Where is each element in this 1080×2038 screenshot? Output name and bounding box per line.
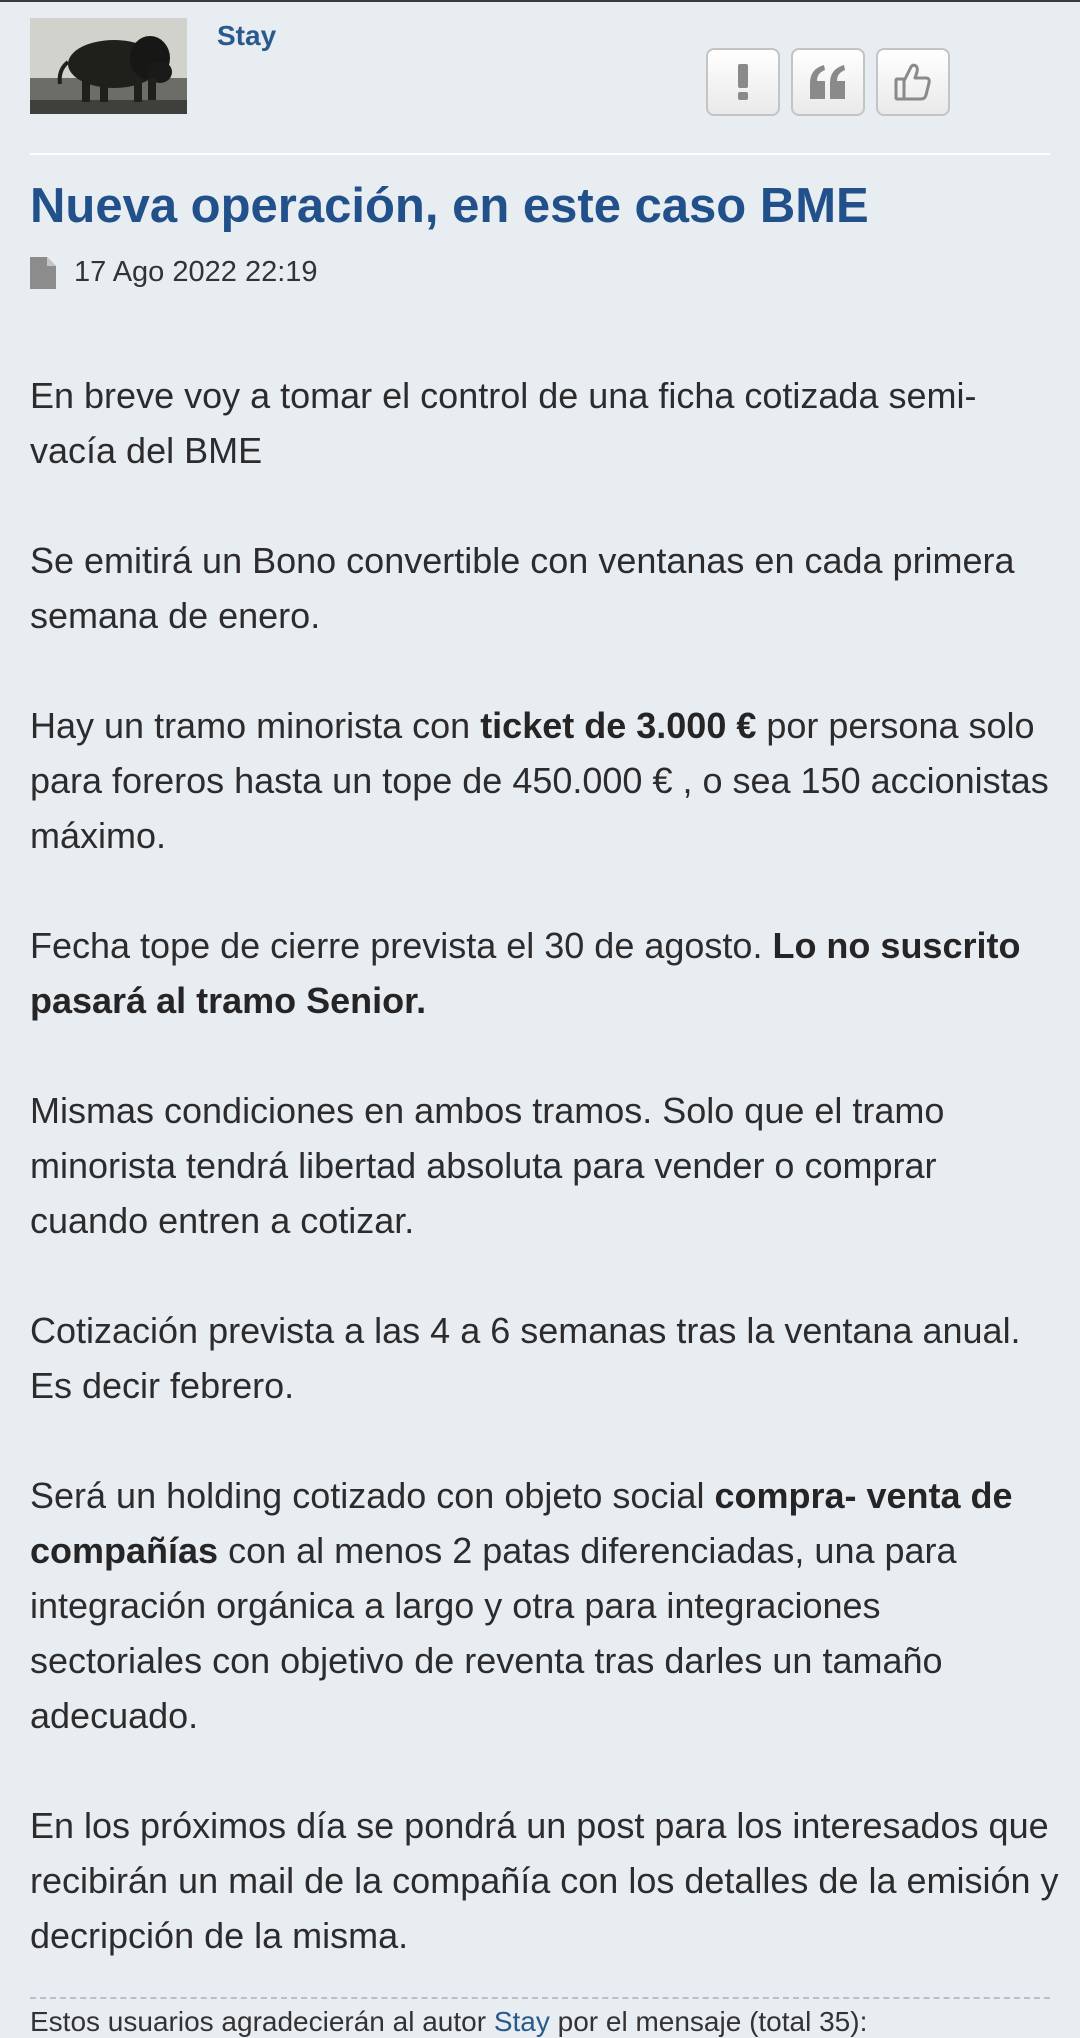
- paragraph-7: [30, 1468, 1060, 1743]
- thanks-line: [30, 2006, 867, 2038]
- footer-divider: [30, 1997, 1050, 1999]
- paragraph-1: En breve voy a tomar el control de una ficha cotizada semi-vacía del BME: [30, 375, 977, 471]
- post-title[interactable]: Nueva operación, en este caso BME: [30, 179, 869, 233]
- paragraph-3-text-a: Hay un tramo minorista con: [30, 705, 481, 746]
- quote-icon: [808, 65, 848, 99]
- like-button[interactable]: [876, 48, 950, 116]
- paragraph-3: [30, 698, 1060, 863]
- paragraph-4-bold: Lo no suscrito pasará al tramo Senior.: [30, 925, 1021, 1021]
- post-meta: [30, 256, 318, 289]
- bison-avatar-image: [30, 18, 187, 114]
- paragraph-7-text-c: con al menos 2 patas diferenciadas, una para integración orgánica a largo y otra para integraciones sectoriales con objetivo de reventa tras darles un tamaño adecuado.: [30, 1530, 957, 1736]
- paragraph-2: Se emitirá un Bono convertible con ventanas en cada primera semana de enero.: [30, 540, 1015, 636]
- thumbs-up-icon: [893, 63, 933, 101]
- paragraph-4-text-a: Fecha tope de cierre prevista el 30 de agosto.: [30, 925, 773, 966]
- post-header: [30, 18, 1050, 138]
- thanks-prefix: Estos usuarios agradecierán al autor: [30, 2006, 494, 2037]
- paragraph-8: En los próximos día se pondrá un post para los interesados que recibirán un mail de la compañía con los detalles de la emisión y decripción de la misma.: [30, 1805, 1059, 1956]
- post-content: [30, 368, 1060, 2018]
- paragraph-7-text-a: Será un holding cotizado con objeto social: [30, 1475, 715, 1516]
- post-actions: [706, 48, 950, 116]
- exclamation-icon: [736, 64, 750, 100]
- paragraph-7-bold: compra- venta de compañías: [30, 1475, 1013, 1571]
- paragraph-3-text-c: por persona solo para foreros hasta un tope de 450.000 € , o sea 150 accionistas máximo.: [30, 705, 1049, 856]
- thanks-author-link[interactable]: Stay: [493, 2006, 550, 2037]
- author-link[interactable]: Stay: [217, 20, 277, 51]
- quote-button[interactable]: [791, 48, 865, 116]
- paragraph-4: [30, 918, 1060, 1028]
- header-divider: [30, 153, 1050, 155]
- report-button[interactable]: [706, 48, 780, 116]
- paragraph-3-bold: ticket de 3.000 €: [480, 705, 757, 746]
- thanks-suffix: por el mensaje (total 35):: [549, 2006, 868, 2037]
- paragraph-5: Mismas condiciones en ambos tramos. Solo que el tramo minorista tendrá libertad absoluta para vender o comprar cuando entren a cotizar.: [30, 1090, 945, 1241]
- post-date: 17 Ago 2022 22:19: [74, 256, 318, 288]
- avatar[interactable]: [30, 18, 187, 114]
- paragraph-6: Cotización prevista a las 4 a 6 semanas tras la ventana anual. Es decir febrero.: [30, 1310, 1021, 1406]
- document-icon: [30, 257, 56, 289]
